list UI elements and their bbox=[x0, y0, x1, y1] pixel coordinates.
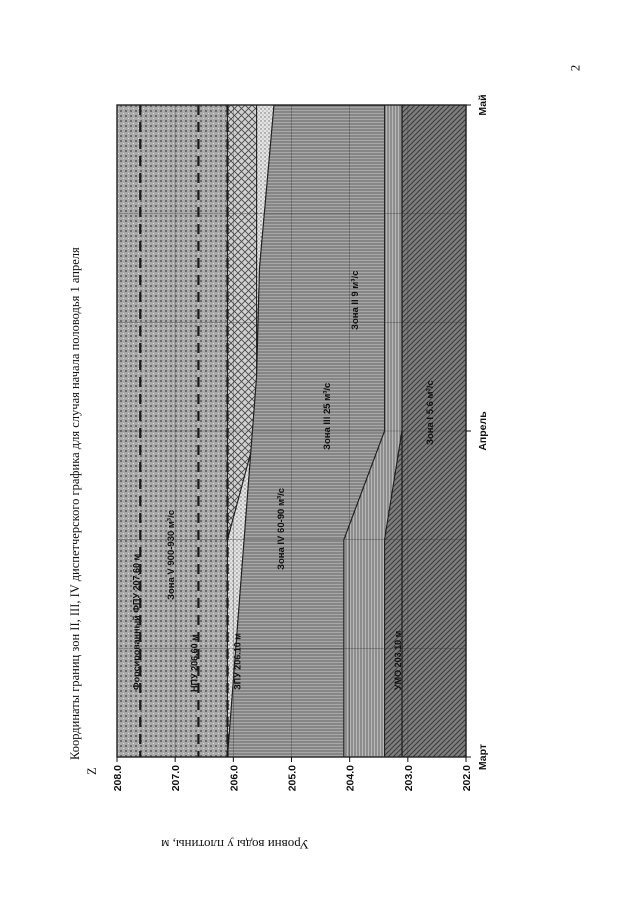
level-tick-label-4: 204.0 bbox=[344, 765, 357, 792]
plot-group bbox=[117, 105, 466, 757]
level-tick-label-3: 205.0 bbox=[286, 765, 299, 792]
reference-line-label-0: Форсированный ФПУ 207.60 м bbox=[131, 553, 142, 690]
zone-label-5: Зона V 900-930 м³/с bbox=[166, 509, 177, 600]
zone-label-1: Зона I 5.6 м³/с bbox=[425, 380, 436, 445]
level-tick-label-6: 202.0 bbox=[461, 765, 473, 792]
time-tick-label-0: Март bbox=[477, 743, 489, 771]
chart-title: Координаты границ зон II, III, IV диспетчерского графика для случая начала половодья 1 апреля bbox=[68, 247, 82, 760]
level-tick-label-1: 207.0 bbox=[170, 765, 183, 792]
level-tick-label-0: 208.0 bbox=[112, 765, 124, 792]
level-tick-label-5: 203.0 bbox=[402, 765, 415, 792]
y-axis-label: Уровни воды у плотины, м bbox=[161, 837, 309, 852]
time-tick-label-1: Апрель bbox=[477, 411, 489, 451]
reference-line-label-3: УМО 203.10 м bbox=[393, 630, 404, 690]
reference-line-label-2: ЗПУ 206.10 м bbox=[232, 633, 243, 690]
zone-label-2: Зона II 9 м³/с bbox=[350, 270, 361, 330]
zone-label-4: Зона IV 60-90 м³/с bbox=[276, 487, 287, 570]
level-tick-label-2: 206.0 bbox=[228, 765, 241, 792]
page-number: 2 bbox=[567, 64, 583, 72]
axis-corner-label: Z bbox=[85, 767, 99, 775]
reference-line-label-1: НПУ 206.60 м bbox=[189, 634, 200, 692]
zone-label-3: Зона III 25 м³/с bbox=[322, 382, 333, 450]
time-tick-label-2: Май bbox=[477, 94, 489, 116]
